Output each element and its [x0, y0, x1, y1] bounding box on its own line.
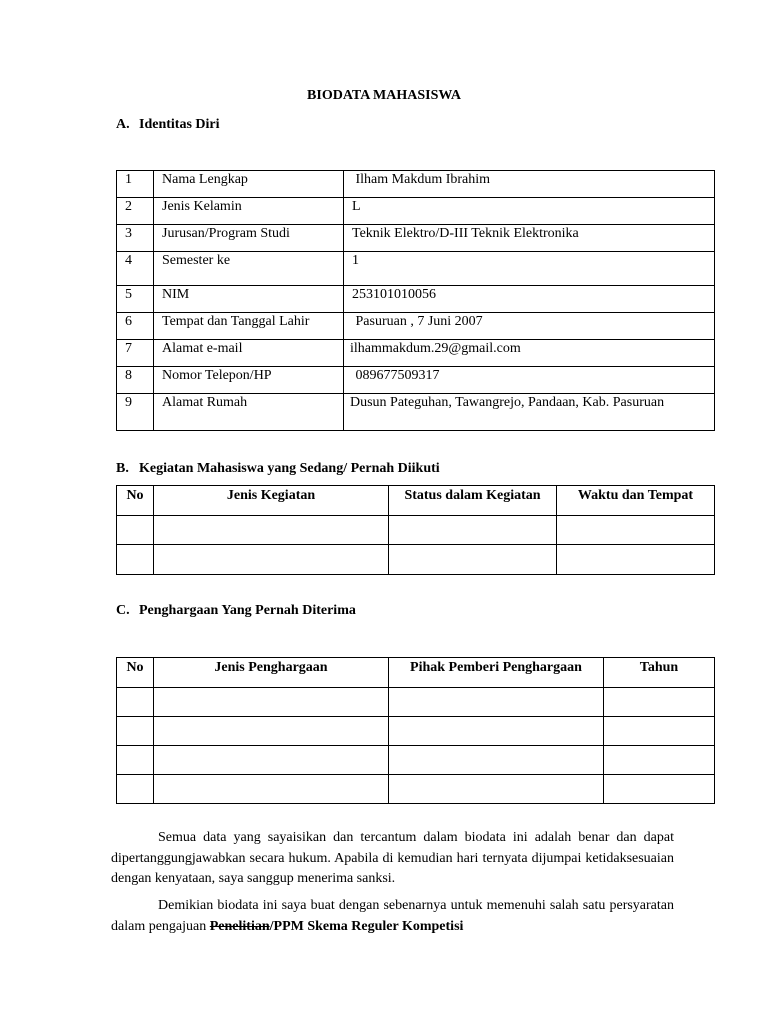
section-c-heading	[116, 603, 356, 619]
awards-header-row	[117, 658, 715, 688]
identity-no: 4	[117, 252, 154, 286]
awards-header-type: Jenis Penghargaan	[154, 658, 389, 688]
identity-field: Semester ke	[154, 252, 344, 286]
identity-field: Alamat Rumah	[154, 394, 344, 431]
identity-no: 8	[117, 367, 154, 394]
activities-header-type: Jenis Kegiatan	[154, 486, 389, 516]
document-title: BIODATA MAHASISWA	[307, 88, 461, 103]
section-c-title: Penghargaan Yang Pernah Diterima	[139, 603, 356, 618]
activities-table	[116, 485, 715, 575]
awards-empty-row	[117, 746, 715, 775]
awards-empty-row	[117, 688, 715, 717]
statement-struck-text: Penelitian	[209, 918, 270, 934]
statement-paragraph-1	[111, 828, 674, 890]
identity-row	[117, 252, 715, 286]
identity-no: 9	[117, 394, 154, 431]
awards-empty-row	[117, 775, 715, 804]
identity-field: Alamat e-mail	[154, 340, 344, 367]
identity-table	[116, 170, 715, 431]
identity-value: Teknik Elektro/D-III Teknik Elektronika	[344, 225, 715, 252]
identity-no: 6	[117, 313, 154, 340]
identity-row	[117, 394, 715, 431]
identity-row	[117, 171, 715, 198]
statement-paragraph-1-text: Semua data yang sayaisikan dan tercantum dalam biodata ini adalah benar dan dapat dipertanggungjawabkan secara hukum. Apabila di kemudian hari ternyata dijumpai ketidaksesuaian dengan kenyataan, saya sanggup menerima sanksi.	[111, 830, 674, 886]
activities-empty-row	[117, 516, 715, 545]
identity-value: Pasuruan , 7 Juni 2007	[344, 313, 715, 340]
identity-value: 1	[344, 252, 715, 286]
identity-value: 089677509317	[344, 367, 715, 394]
awards-header-year: Tahun	[604, 658, 715, 688]
section-a-heading	[116, 117, 220, 133]
section-a-letter: A.	[116, 117, 130, 132]
identity-field: Jenis Kelamin	[154, 198, 344, 225]
identity-row	[117, 198, 715, 225]
identity-no: 5	[117, 286, 154, 313]
identity-field: NIM	[154, 286, 344, 313]
statement-paragraph-2-text: Demikian biodata ini saya buat dengan sebenarnya untuk memenuhi salah satu persyaratan dalam pengajuan	[111, 898, 674, 934]
activities-header-no: No	[117, 486, 154, 516]
identity-field: Nomor Telepon/HP	[154, 367, 344, 394]
identity-value: 253101010056	[344, 286, 715, 313]
awards-table	[116, 657, 715, 804]
activities-empty-row	[117, 545, 715, 575]
identity-field: Tempat dan Tanggal Lahir	[154, 313, 344, 340]
statement-paragraph-2	[111, 896, 674, 937]
identity-value: Dusun Pateguhan, Tawangrejo, Pandaan, Kab. Pasuruan	[344, 394, 715, 431]
section-c-letter: C.	[116, 603, 130, 618]
identity-no: 7	[117, 340, 154, 367]
activities-header-status: Status dalam Kegiatan	[389, 486, 557, 516]
section-b-title: Kegiatan Mahasiswa yang Sedang/ Pernah Diikuti	[139, 461, 440, 476]
awards-empty-row	[117, 717, 715, 746]
identity-value: L	[344, 198, 715, 225]
identity-value: ilhammakdum.29@gmail.com	[344, 340, 715, 367]
identity-no: 2	[117, 198, 154, 225]
identity-no: 1	[117, 171, 154, 198]
identity-field: Jurusan/Program Studi	[154, 225, 344, 252]
identity-value: Ilham Makdum Ibrahim	[344, 171, 715, 198]
identity-row	[117, 367, 715, 394]
identity-row	[117, 286, 715, 313]
awards-header-giver: Pihak Pemberi Penghargaan	[389, 658, 604, 688]
identity-row	[117, 225, 715, 252]
awards-header-no: No	[117, 658, 154, 688]
activities-header-time-place: Waktu dan Tempat	[557, 486, 715, 516]
identity-row	[117, 313, 715, 340]
identity-no: 3	[117, 225, 154, 252]
section-a-title: Identitas Diri	[139, 117, 220, 132]
statement-bold-text: /PPM Skema Reguler Kompetisi	[269, 918, 464, 934]
activities-header-row	[117, 486, 715, 516]
section-b-heading	[116, 461, 440, 477]
identity-row	[117, 340, 715, 367]
identity-field: Nama Lengkap	[154, 171, 344, 198]
section-b-letter: B.	[116, 461, 129, 476]
